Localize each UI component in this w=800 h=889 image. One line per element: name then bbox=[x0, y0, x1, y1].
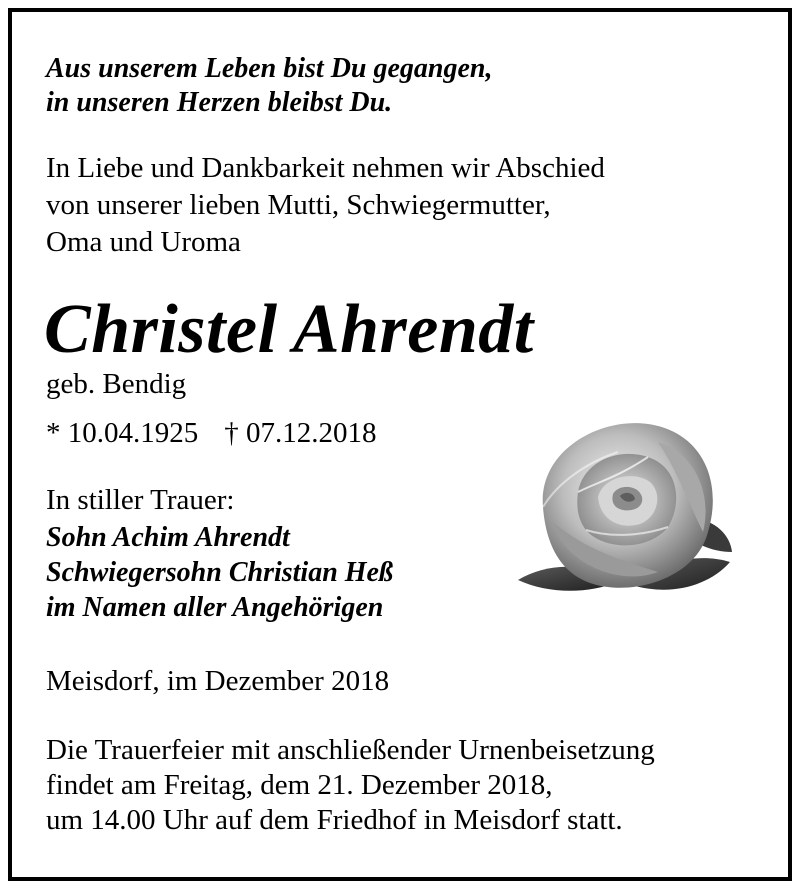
service-line-2: findet am Freitag, dem 21. Dezember 2018, bbox=[46, 769, 553, 801]
intro-text bbox=[46, 150, 605, 261]
service-line-1: Die Trauerfeier mit anschließender Urnenbeisetzung bbox=[46, 734, 655, 766]
service-line-3: um 14.00 Uhr auf dem Friedhof in Meisdorf statt. bbox=[46, 804, 623, 836]
mourners-list bbox=[46, 520, 393, 625]
place-date: Meisdorf, im Dezember 2018 bbox=[46, 665, 390, 697]
service-info bbox=[46, 733, 655, 838]
rose-icon bbox=[508, 412, 738, 612]
life-dates bbox=[46, 416, 377, 450]
maiden-name: geb. Bendig bbox=[46, 368, 187, 400]
birth-date: * 10.04.1925 bbox=[46, 417, 199, 449]
mourner-name: Schwiegersohn Christian Heß bbox=[46, 557, 393, 588]
motto-line-1: Aus unserem Leben bist Du gegangen, bbox=[46, 53, 493, 84]
intro-line-1: In Liebe und Dankbarkeit nehmen wir Abschied bbox=[46, 152, 605, 184]
motto-line-2: in unseren Herzen bleibst Du. bbox=[46, 87, 393, 118]
intro-line-3: Oma und Uroma bbox=[46, 226, 241, 258]
mourner-name: im Namen aller Angehörigen bbox=[46, 592, 384, 623]
death-date: † 07.12.2018 bbox=[224, 417, 377, 449]
motto bbox=[46, 52, 493, 120]
intro-line-2: von unserer lieben Mutti, Schwiegermutter, bbox=[46, 189, 551, 221]
deceased-name: Christel Ahrendt bbox=[44, 291, 534, 368]
mourner-name: Sohn Achim Ahrendt bbox=[46, 522, 290, 553]
mourners-heading: In stiller Trauer: bbox=[46, 484, 235, 516]
